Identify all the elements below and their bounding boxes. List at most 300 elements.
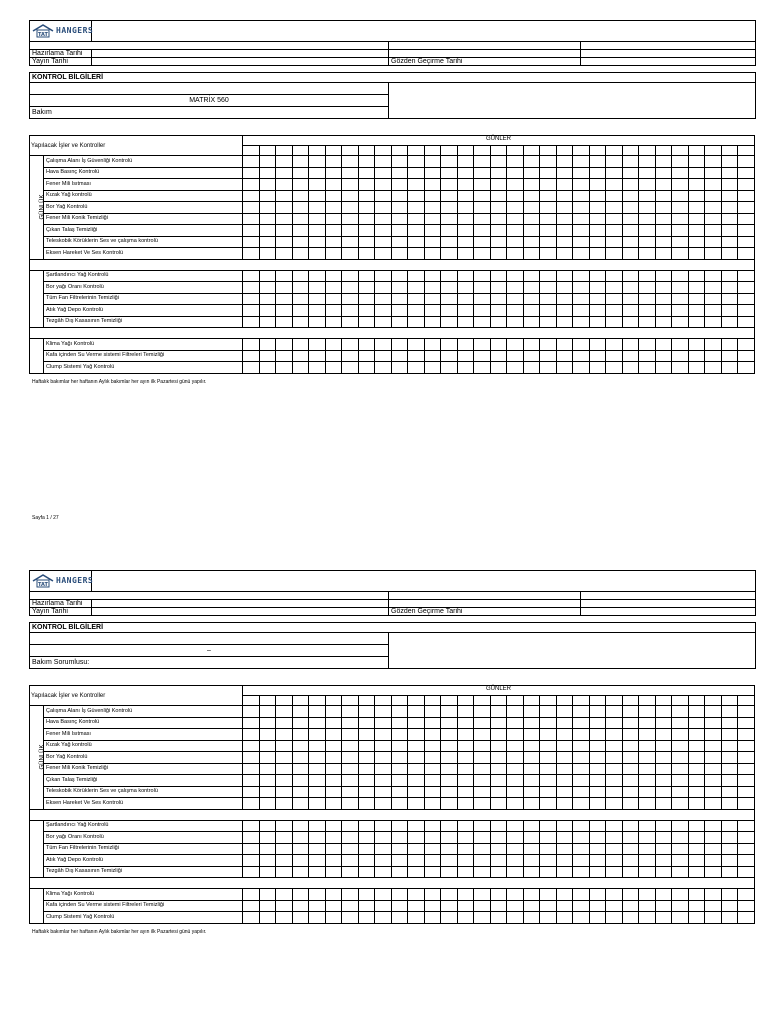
- check-cell[interactable]: [342, 190, 359, 202]
- check-cell[interactable]: [424, 740, 441, 752]
- check-cell[interactable]: [309, 339, 326, 351]
- check-cell[interactable]: [342, 179, 359, 191]
- check-cell[interactable]: [391, 832, 408, 844]
- check-cell[interactable]: [490, 305, 507, 317]
- check-cell[interactable]: [589, 752, 606, 764]
- check-cell[interactable]: [342, 855, 359, 867]
- check-cell[interactable]: [457, 293, 474, 305]
- check-cell[interactable]: [375, 740, 392, 752]
- check-cell[interactable]: [672, 786, 689, 798]
- check-cell[interactable]: [375, 900, 392, 912]
- check-cell[interactable]: [589, 786, 606, 798]
- check-cell[interactable]: [342, 786, 359, 798]
- check-cell[interactable]: [358, 717, 375, 729]
- check-cell[interactable]: [606, 293, 623, 305]
- check-cell[interactable]: [259, 293, 276, 305]
- check-cell[interactable]: [556, 763, 573, 775]
- review-date-value[interactable]: [581, 608, 756, 616]
- check-cell[interactable]: [688, 156, 705, 168]
- check-cell[interactable]: [721, 717, 738, 729]
- check-cell[interactable]: [622, 350, 639, 362]
- check-cell[interactable]: [606, 786, 623, 798]
- check-cell[interactable]: [259, 179, 276, 191]
- check-cell[interactable]: [573, 270, 590, 282]
- check-cell[interactable]: [672, 866, 689, 878]
- check-cell[interactable]: [457, 202, 474, 214]
- check-cell[interactable]: [441, 156, 458, 168]
- check-cell[interactable]: [325, 202, 342, 214]
- check-cell[interactable]: [292, 190, 309, 202]
- check-cell[interactable]: [375, 316, 392, 328]
- check-cell[interactable]: [688, 202, 705, 214]
- check-cell[interactable]: [507, 236, 524, 248]
- check-cell[interactable]: [424, 706, 441, 718]
- check-cell[interactable]: [243, 866, 260, 878]
- check-cell[interactable]: [738, 156, 755, 168]
- check-cell[interactable]: [457, 706, 474, 718]
- check-cell[interactable]: [424, 202, 441, 214]
- check-cell[interactable]: [259, 763, 276, 775]
- check-cell[interactable]: [523, 156, 540, 168]
- check-cell[interactable]: [325, 225, 342, 237]
- check-cell[interactable]: [276, 798, 293, 810]
- check-cell[interactable]: [243, 316, 260, 328]
- check-cell[interactable]: [259, 167, 276, 179]
- check-cell[interactable]: [441, 179, 458, 191]
- check-cell[interactable]: [606, 236, 623, 248]
- check-cell[interactable]: [259, 362, 276, 374]
- check-cell[interactable]: [243, 179, 260, 191]
- check-cell[interactable]: [292, 855, 309, 867]
- check-cell[interactable]: [589, 855, 606, 867]
- check-cell[interactable]: [655, 236, 672, 248]
- check-cell[interactable]: [606, 717, 623, 729]
- check-cell[interactable]: [292, 866, 309, 878]
- check-cell[interactable]: [672, 350, 689, 362]
- check-cell[interactable]: [721, 706, 738, 718]
- check-cell[interactable]: [408, 752, 425, 764]
- check-cell[interactable]: [309, 225, 326, 237]
- check-cell[interactable]: [358, 843, 375, 855]
- check-cell[interactable]: [441, 362, 458, 374]
- check-cell[interactable]: [556, 832, 573, 844]
- check-cell[interactable]: [622, 282, 639, 294]
- check-cell[interactable]: [589, 248, 606, 260]
- check-cell[interactable]: [474, 316, 491, 328]
- check-cell[interactable]: [589, 729, 606, 741]
- check-cell[interactable]: [688, 236, 705, 248]
- check-cell[interactable]: [490, 763, 507, 775]
- check-cell[interactable]: [688, 889, 705, 901]
- check-cell[interactable]: [276, 362, 293, 374]
- check-cell[interactable]: [424, 763, 441, 775]
- check-cell[interactable]: [474, 293, 491, 305]
- check-cell[interactable]: [375, 729, 392, 741]
- check-cell[interactable]: [705, 236, 722, 248]
- check-cell[interactable]: [639, 248, 656, 260]
- check-cell[interactable]: [391, 717, 408, 729]
- check-cell[interactable]: [375, 706, 392, 718]
- check-cell[interactable]: [705, 202, 722, 214]
- check-cell[interactable]: [276, 270, 293, 282]
- check-cell[interactable]: [474, 236, 491, 248]
- check-cell[interactable]: [655, 706, 672, 718]
- check-cell[interactable]: [589, 202, 606, 214]
- check-cell[interactable]: [292, 179, 309, 191]
- check-cell[interactable]: [408, 763, 425, 775]
- check-cell[interactable]: [259, 900, 276, 912]
- check-cell[interactable]: [639, 912, 656, 924]
- check-cell[interactable]: [622, 190, 639, 202]
- check-cell[interactable]: [540, 202, 557, 214]
- check-cell[interactable]: [721, 236, 738, 248]
- check-cell[interactable]: [292, 729, 309, 741]
- check-cell[interactable]: [243, 282, 260, 294]
- check-cell[interactable]: [639, 798, 656, 810]
- check-cell[interactable]: [523, 866, 540, 878]
- check-cell[interactable]: [490, 190, 507, 202]
- check-cell[interactable]: [243, 213, 260, 225]
- check-cell[interactable]: [622, 362, 639, 374]
- check-cell[interactable]: [243, 293, 260, 305]
- check-cell[interactable]: [424, 179, 441, 191]
- check-cell[interactable]: [523, 350, 540, 362]
- check-cell[interactable]: [474, 775, 491, 787]
- check-cell[interactable]: [606, 752, 623, 764]
- check-cell[interactable]: [556, 820, 573, 832]
- check-cell[interactable]: [672, 752, 689, 764]
- check-cell[interactable]: [721, 855, 738, 867]
- check-cell[interactable]: [243, 270, 260, 282]
- check-cell[interactable]: [358, 270, 375, 282]
- check-cell[interactable]: [589, 900, 606, 912]
- check-cell[interactable]: [309, 248, 326, 260]
- check-cell[interactable]: [556, 350, 573, 362]
- check-cell[interactable]: [672, 775, 689, 787]
- check-cell[interactable]: [342, 740, 359, 752]
- check-cell[interactable]: [573, 350, 590, 362]
- check-cell[interactable]: [540, 786, 557, 798]
- check-cell[interactable]: [705, 270, 722, 282]
- check-cell[interactable]: [606, 225, 623, 237]
- check-cell[interactable]: [655, 305, 672, 317]
- check-cell[interactable]: [622, 855, 639, 867]
- check-cell[interactable]: [474, 752, 491, 764]
- check-cell[interactable]: [573, 362, 590, 374]
- check-cell[interactable]: [639, 156, 656, 168]
- check-cell[interactable]: [243, 763, 260, 775]
- check-cell[interactable]: [309, 179, 326, 191]
- check-cell[interactable]: [738, 729, 755, 741]
- check-cell[interactable]: [556, 225, 573, 237]
- check-cell[interactable]: [523, 900, 540, 912]
- check-cell[interactable]: [688, 248, 705, 260]
- check-cell[interactable]: [672, 740, 689, 752]
- check-cell[interactable]: [424, 362, 441, 374]
- check-cell[interactable]: [672, 179, 689, 191]
- check-cell[interactable]: [738, 889, 755, 901]
- check-cell[interactable]: [606, 305, 623, 317]
- check-cell[interactable]: [622, 717, 639, 729]
- check-cell[interactable]: [474, 843, 491, 855]
- check-cell[interactable]: [573, 820, 590, 832]
- check-cell[interactable]: [424, 248, 441, 260]
- check-cell[interactable]: [259, 316, 276, 328]
- check-cell[interactable]: [325, 167, 342, 179]
- check-cell[interactable]: [672, 820, 689, 832]
- check-cell[interactable]: [606, 729, 623, 741]
- prep-date-value[interactable]: [92, 600, 389, 608]
- check-cell[interactable]: [408, 282, 425, 294]
- check-cell[interactable]: [441, 316, 458, 328]
- check-cell[interactable]: [490, 900, 507, 912]
- check-cell[interactable]: [705, 855, 722, 867]
- check-cell[interactable]: [457, 912, 474, 924]
- check-cell[interactable]: [259, 282, 276, 294]
- check-cell[interactable]: [408, 270, 425, 282]
- check-cell[interactable]: [276, 236, 293, 248]
- check-cell[interactable]: [309, 213, 326, 225]
- check-cell[interactable]: [259, 740, 276, 752]
- check-cell[interactable]: [358, 213, 375, 225]
- check-cell[interactable]: [441, 282, 458, 294]
- check-cell[interactable]: [523, 832, 540, 844]
- check-cell[interactable]: [622, 236, 639, 248]
- check-cell[interactable]: [738, 270, 755, 282]
- check-cell[interactable]: [738, 190, 755, 202]
- check-cell[interactable]: [342, 293, 359, 305]
- check-cell[interactable]: [276, 179, 293, 191]
- check-cell[interactable]: [688, 775, 705, 787]
- check-cell[interactable]: [556, 293, 573, 305]
- check-cell[interactable]: [358, 798, 375, 810]
- check-cell[interactable]: [490, 202, 507, 214]
- check-cell[interactable]: [507, 900, 524, 912]
- check-cell[interactable]: [325, 729, 342, 741]
- check-cell[interactable]: [556, 717, 573, 729]
- check-cell[interactable]: [639, 832, 656, 844]
- check-cell[interactable]: [408, 202, 425, 214]
- check-cell[interactable]: [556, 775, 573, 787]
- check-cell[interactable]: [457, 350, 474, 362]
- check-cell[interactable]: [688, 350, 705, 362]
- check-cell[interactable]: [276, 282, 293, 294]
- check-cell[interactable]: [523, 179, 540, 191]
- check-cell[interactable]: [474, 167, 491, 179]
- check-cell[interactable]: [639, 179, 656, 191]
- check-cell[interactable]: [474, 706, 491, 718]
- check-cell[interactable]: [655, 190, 672, 202]
- check-cell[interactable]: [490, 706, 507, 718]
- check-cell[interactable]: [556, 843, 573, 855]
- check-cell[interactable]: [474, 156, 491, 168]
- check-cell[interactable]: [721, 305, 738, 317]
- check-cell[interactable]: [672, 832, 689, 844]
- check-cell[interactable]: [507, 339, 524, 351]
- check-cell[interactable]: [556, 179, 573, 191]
- check-cell[interactable]: [705, 190, 722, 202]
- check-cell[interactable]: [441, 763, 458, 775]
- check-cell[interactable]: [457, 270, 474, 282]
- check-cell[interactable]: [375, 843, 392, 855]
- check-cell[interactable]: [259, 855, 276, 867]
- check-cell[interactable]: [342, 820, 359, 832]
- check-cell[interactable]: [441, 339, 458, 351]
- check-cell[interactable]: [424, 820, 441, 832]
- check-cell[interactable]: [424, 866, 441, 878]
- check-cell[interactable]: [441, 855, 458, 867]
- check-cell[interactable]: [721, 350, 738, 362]
- check-cell[interactable]: [474, 729, 491, 741]
- check-cell[interactable]: [292, 775, 309, 787]
- check-cell[interactable]: [276, 775, 293, 787]
- check-cell[interactable]: [655, 293, 672, 305]
- check-cell[interactable]: [606, 156, 623, 168]
- check-cell[interactable]: [408, 190, 425, 202]
- check-cell[interactable]: [672, 843, 689, 855]
- check-cell[interactable]: [358, 167, 375, 179]
- check-cell[interactable]: [573, 179, 590, 191]
- check-cell[interactable]: [375, 305, 392, 317]
- check-cell[interactable]: [375, 866, 392, 878]
- check-cell[interactable]: [622, 832, 639, 844]
- check-cell[interactable]: [540, 729, 557, 741]
- check-cell[interactable]: [639, 900, 656, 912]
- check-cell[interactable]: [589, 763, 606, 775]
- check-cell[interactable]: [523, 282, 540, 294]
- check-cell[interactable]: [292, 820, 309, 832]
- check-cell[interactable]: [606, 889, 623, 901]
- check-cell[interactable]: [622, 167, 639, 179]
- check-cell[interactable]: [573, 190, 590, 202]
- check-cell[interactable]: [358, 912, 375, 924]
- check-cell[interactable]: [507, 786, 524, 798]
- check-cell[interactable]: [540, 316, 557, 328]
- check-cell[interactable]: [342, 843, 359, 855]
- check-cell[interactable]: [721, 339, 738, 351]
- check-cell[interactable]: [424, 339, 441, 351]
- check-cell[interactable]: [606, 316, 623, 328]
- check-cell[interactable]: [556, 167, 573, 179]
- check-cell[interactable]: [358, 248, 375, 260]
- check-cell[interactable]: [639, 202, 656, 214]
- check-cell[interactable]: [738, 820, 755, 832]
- check-cell[interactable]: [424, 156, 441, 168]
- check-cell[interactable]: [391, 855, 408, 867]
- check-cell[interactable]: [243, 362, 260, 374]
- check-cell[interactable]: [540, 179, 557, 191]
- check-cell[interactable]: [622, 912, 639, 924]
- check-cell[interactable]: [358, 866, 375, 878]
- check-cell[interactable]: [342, 775, 359, 787]
- check-cell[interactable]: [325, 706, 342, 718]
- check-cell[interactable]: [507, 740, 524, 752]
- check-cell[interactable]: [639, 889, 656, 901]
- check-cell[interactable]: [556, 729, 573, 741]
- check-cell[interactable]: [441, 729, 458, 741]
- check-cell[interactable]: [507, 798, 524, 810]
- check-cell[interactable]: [639, 270, 656, 282]
- check-cell[interactable]: [672, 706, 689, 718]
- check-cell[interactable]: [309, 752, 326, 764]
- check-cell[interactable]: [457, 832, 474, 844]
- check-cell[interactable]: [243, 843, 260, 855]
- check-cell[interactable]: [309, 270, 326, 282]
- check-cell[interactable]: [408, 717, 425, 729]
- check-cell[interactable]: [639, 706, 656, 718]
- check-cell[interactable]: [606, 282, 623, 294]
- check-cell[interactable]: [540, 282, 557, 294]
- check-cell[interactable]: [606, 179, 623, 191]
- check-cell[interactable]: [606, 763, 623, 775]
- check-cell[interactable]: [705, 282, 722, 294]
- check-cell[interactable]: [573, 900, 590, 912]
- check-cell[interactable]: [721, 190, 738, 202]
- check-cell[interactable]: [375, 179, 392, 191]
- check-cell[interactable]: [507, 843, 524, 855]
- check-cell[interactable]: [688, 225, 705, 237]
- check-cell[interactable]: [375, 282, 392, 294]
- check-cell[interactable]: [705, 786, 722, 798]
- check-cell[interactable]: [325, 717, 342, 729]
- check-cell[interactable]: [507, 293, 524, 305]
- check-cell[interactable]: [325, 900, 342, 912]
- check-cell[interactable]: [589, 820, 606, 832]
- check-cell[interactable]: [358, 889, 375, 901]
- check-cell[interactable]: [276, 912, 293, 924]
- check-cell[interactable]: [325, 866, 342, 878]
- check-cell[interactable]: [639, 362, 656, 374]
- check-cell[interactable]: [408, 729, 425, 741]
- check-cell[interactable]: [589, 889, 606, 901]
- check-cell[interactable]: [622, 763, 639, 775]
- check-cell[interactable]: [309, 293, 326, 305]
- check-cell[interactable]: [309, 798, 326, 810]
- check-cell[interactable]: [556, 213, 573, 225]
- check-cell[interactable]: [292, 740, 309, 752]
- check-cell[interactable]: [606, 820, 623, 832]
- check-cell[interactable]: [358, 339, 375, 351]
- check-cell[interactable]: [507, 213, 524, 225]
- check-cell[interactable]: [672, 729, 689, 741]
- check-cell[interactable]: [457, 729, 474, 741]
- pub-date-value[interactable]: [92, 608, 389, 616]
- check-cell[interactable]: [688, 717, 705, 729]
- check-cell[interactable]: [721, 270, 738, 282]
- check-cell[interactable]: [457, 900, 474, 912]
- check-cell[interactable]: [622, 706, 639, 718]
- check-cell[interactable]: [705, 293, 722, 305]
- check-cell[interactable]: [441, 900, 458, 912]
- check-cell[interactable]: [556, 316, 573, 328]
- check-cell[interactable]: [738, 179, 755, 191]
- check-cell[interactable]: [276, 190, 293, 202]
- check-cell[interactable]: [309, 912, 326, 924]
- check-cell[interactable]: [721, 832, 738, 844]
- check-cell[interactable]: [259, 706, 276, 718]
- check-cell[interactable]: [243, 350, 260, 362]
- check-cell[interactable]: [540, 190, 557, 202]
- check-cell[interactable]: [259, 270, 276, 282]
- check-cell[interactable]: [705, 798, 722, 810]
- check-cell[interactable]: [705, 717, 722, 729]
- check-cell[interactable]: [556, 305, 573, 317]
- check-cell[interactable]: [276, 740, 293, 752]
- check-cell[interactable]: [276, 820, 293, 832]
- check-cell[interactable]: [639, 775, 656, 787]
- check-cell[interactable]: [457, 843, 474, 855]
- check-cell[interactable]: [243, 855, 260, 867]
